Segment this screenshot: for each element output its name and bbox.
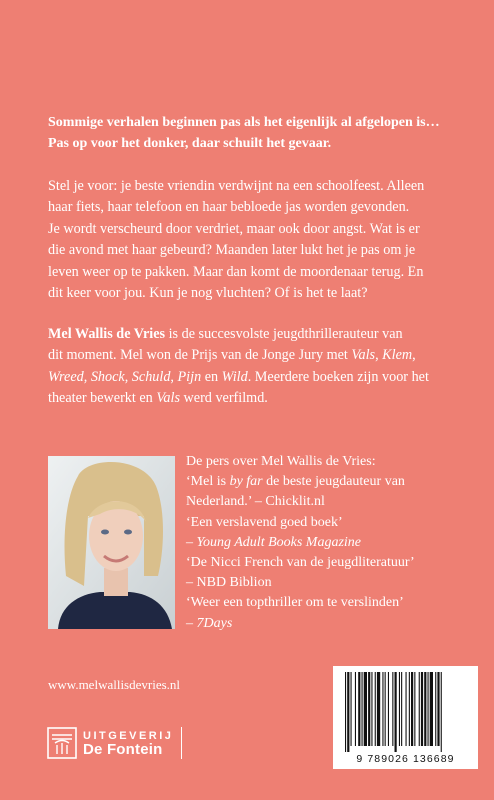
- quote-source: – NBD Biblion: [186, 575, 272, 591]
- synopsis-line: Stel je voor: je beste vriendin verdwijnt na een schoolfeest. Alleen: [48, 178, 425, 194]
- bio-text: werd verfilmd.: [179, 390, 268, 407]
- quote-dash: –: [186, 534, 197, 550]
- quote-emphasis: by far: [229, 474, 263, 490]
- bio-text: dit moment. Mel won de Prijs van de Jonge Jury met: [48, 347, 352, 364]
- quote-line: ‘Weer een topthriller om te verslinden’: [186, 595, 404, 611]
- bio-text: ,: [375, 347, 383, 364]
- author-photo: [48, 456, 175, 629]
- barcode-bar: [424, 672, 426, 746]
- author-portrait-image: [48, 456, 175, 629]
- synopsis-line: Je wordt verscheurd door verdriet, maar ook door angst. Wat is er: [48, 220, 420, 237]
- quote-line: Nederland.’ – Chicklit.nl: [186, 494, 325, 510]
- barcode-bar: [388, 672, 389, 746]
- tagline: [48, 112, 468, 154]
- barcode-bar: [399, 672, 400, 746]
- barcode-bar: [347, 672, 349, 752]
- book-title: Vals: [156, 390, 180, 407]
- logo-divider: [181, 727, 182, 759]
- barcode-bar: [435, 672, 436, 746]
- barcode-bar: [441, 672, 442, 752]
- quote-source: [186, 533, 456, 553]
- barcode-bar: [392, 672, 393, 746]
- book-title: Pijn: [177, 368, 202, 385]
- tagline-line-1: Sommige verhalen beginnen pas als het eigenlijk al afgelopen is…: [48, 115, 440, 130]
- author-bio: [48, 324, 468, 410]
- barcode-bar: [358, 672, 360, 746]
- barcode-bar: [362, 672, 363, 746]
- barcode-bar: [371, 672, 372, 746]
- quote-line: ‘De Nicci French van de jeugdliteratuur’: [186, 555, 415, 571]
- barcode-bar: [345, 672, 346, 752]
- barcode-bar: [409, 672, 410, 746]
- book-title: Klem: [382, 347, 413, 364]
- barcode-bar: [406, 672, 407, 746]
- barcode-bar: [375, 672, 376, 746]
- barcode-bar: [385, 672, 386, 746]
- isbn-number: 9 789026 136689: [356, 753, 455, 765]
- publisher-title: De Fontein: [83, 741, 163, 758]
- barcode-bar: [430, 672, 433, 746]
- tagline-line-2: Pas op voor het donker, daar schuilt het gevaar.: [48, 136, 332, 151]
- bio-text: ,: [170, 368, 178, 385]
- synopsis-line: dit keer voor jou. Kun je nog vluchten? Of is het te laat?: [48, 285, 368, 302]
- quote-source-name: Young Adult Books Magazine: [196, 534, 362, 550]
- barcode-bar: [368, 672, 370, 746]
- isbn-barcode: [333, 666, 478, 769]
- quote-line: ‘Een verslavend goed boek’: [186, 514, 343, 530]
- barcode-bar: [428, 672, 429, 746]
- barcode-bars: [333, 670, 478, 758]
- bio-line-2: [48, 345, 468, 366]
- synopsis-line: haar fiets, haar telefoon en haar bebloede jas worden gevonden.: [48, 199, 410, 216]
- barcode-bar: [414, 672, 415, 746]
- bio-text: theater bewerkt en: [48, 390, 157, 407]
- author-name: Mel Wallis de Vries: [48, 326, 166, 342]
- bio-text: ,: [412, 347, 416, 364]
- bio-text: ,: [83, 368, 91, 385]
- press-intro: De pers over Mel Wallis de Vries:: [186, 454, 376, 469]
- quote-dash: –: [186, 615, 197, 631]
- quote-text: de beste jeugdauteur van: [262, 474, 405, 490]
- barcode-bar: [411, 672, 413, 746]
- synopsis: [48, 176, 468, 304]
- publisher-logo: [47, 726, 182, 760]
- bio-text: . Meerdere boeken zijn voor het: [247, 368, 429, 385]
- synopsis-line: die avond met haar gebeurd? Maanden later lukt het je pas om je: [48, 242, 416, 259]
- bio-line-1: [48, 324, 468, 345]
- barcode-bar: [351, 672, 352, 746]
- barcode-bar: [395, 672, 397, 752]
- bio-text: en: [201, 368, 222, 385]
- barcode-bar: [377, 672, 380, 746]
- book-title: Schuld: [131, 368, 171, 385]
- publisher-label: UITGEVERIJ: [83, 730, 174, 742]
- barcode-bar: [355, 672, 356, 746]
- fountain-icon: [47, 727, 77, 759]
- barcode-bar: [364, 672, 367, 746]
- barcode-bar: [421, 672, 423, 746]
- book-title: Wild: [221, 368, 248, 385]
- bio-line-3: [48, 367, 468, 388]
- bio-text: is de succesvolste jeugdthrillerauteur van: [165, 326, 403, 342]
- press-quotes: [186, 452, 456, 634]
- synopsis-line: leven weer op te pakken. Maar dan komt de moordenaar terug. En: [48, 263, 424, 280]
- website-url: www.melwallisdevries.nl: [48, 677, 181, 692]
- barcode-bar: [419, 672, 420, 746]
- barcode-bar: [401, 672, 402, 746]
- barcode-bar: [382, 672, 383, 746]
- quote-source-name: 7Days: [196, 615, 233, 631]
- book-title: Wreed: [48, 368, 84, 385]
- bio-line-4: [48, 388, 468, 409]
- quote-line: [186, 472, 456, 492]
- quote-text: ‘Mel is: [186, 474, 230, 490]
- barcode-bar: [437, 672, 439, 746]
- bio-text: ,: [124, 368, 132, 385]
- quote-source: [186, 614, 456, 634]
- book-title: Vals: [351, 347, 376, 364]
- publisher-name: [83, 729, 173, 757]
- book-title: Shock: [90, 368, 125, 385]
